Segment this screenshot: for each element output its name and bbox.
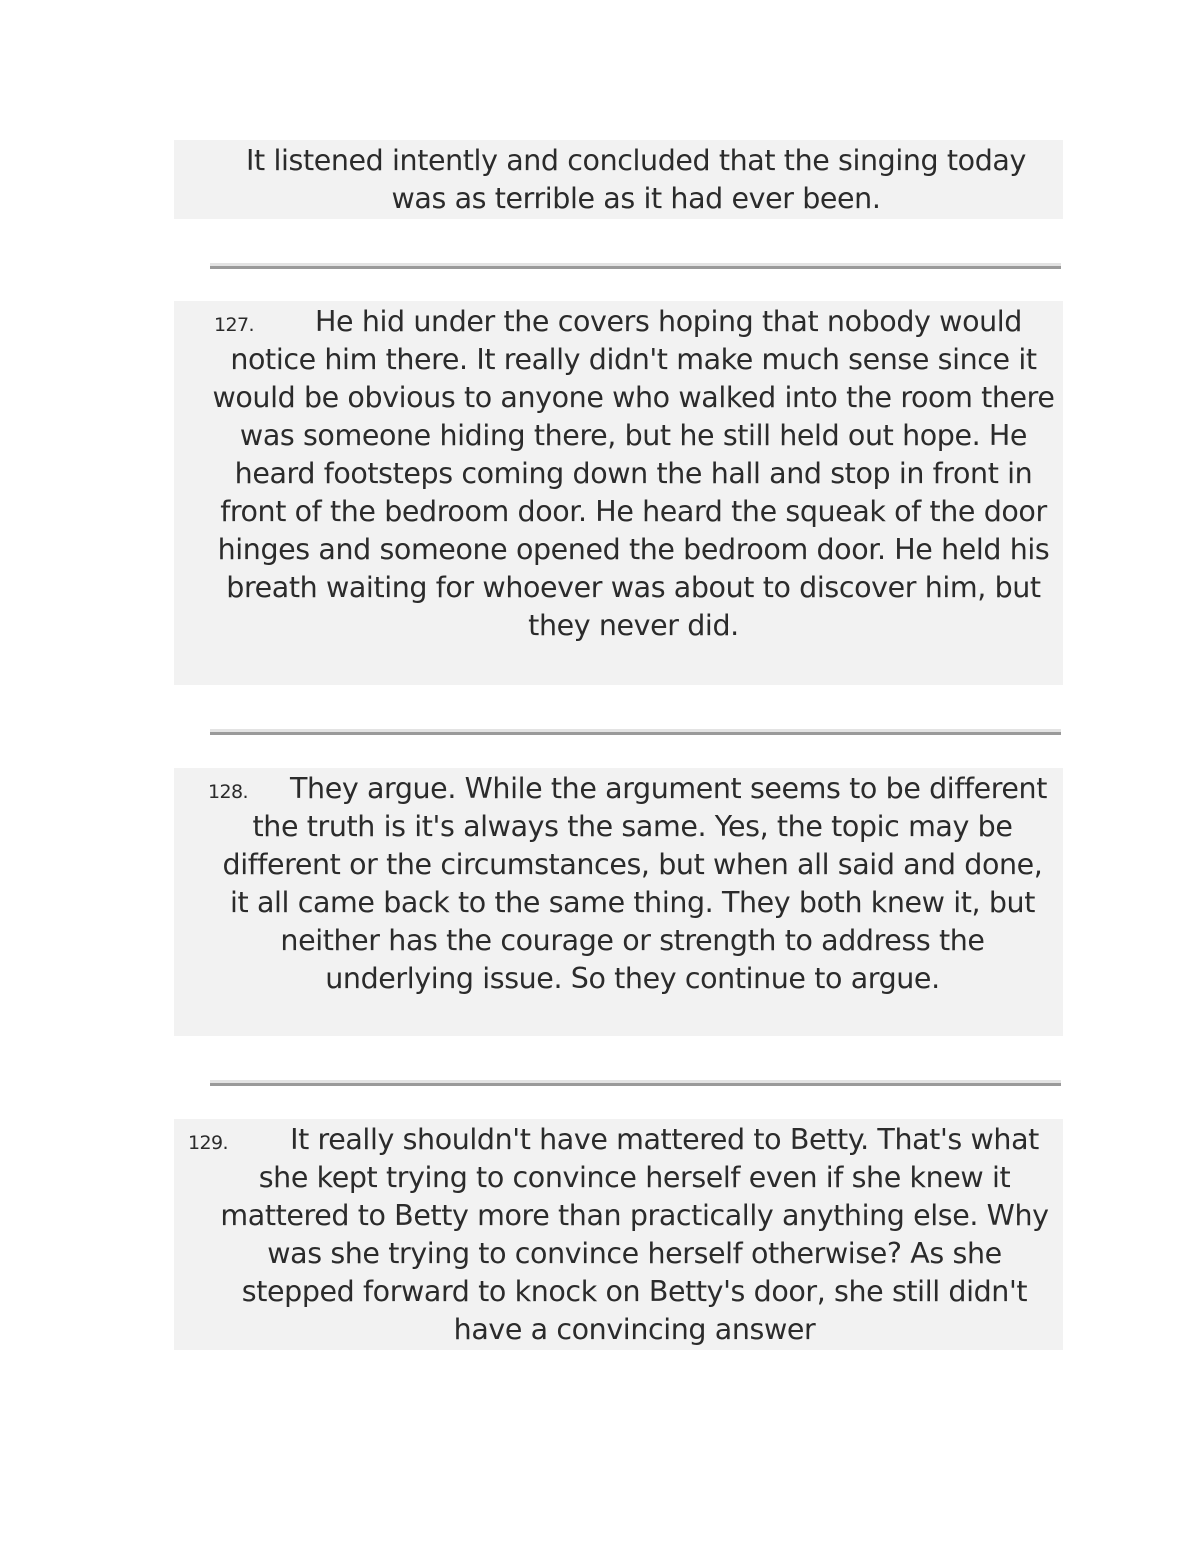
text-block-129 <box>174 1119 1063 1350</box>
divider <box>210 732 1061 735</box>
text-block-1 <box>174 140 1063 219</box>
paragraph-text: It listened intently and concluded that the singing today was as terrible as it had ever been. <box>246 144 1026 215</box>
item-number: 128. <box>208 781 248 803</box>
paragraph-text: It really shouldn't have mattered to Betty. That's what she kept trying to convince herself even if she knew it mattered to Betty more than practically anything else. Why was she trying to convince herself otherwise? As she stepped forward to knock on Betty's door, she still didn't have a convincing answer <box>220 1123 1049 1346</box>
item-number: 129. <box>188 1132 228 1154</box>
divider <box>210 266 1061 269</box>
divider <box>210 1083 1061 1086</box>
paragraph-text: They argue. While the argument seems to be different the truth is it's always the same. Yes, the topic may be different or the circumstances, but when all said and done, it all came back to the same thing. They both knew it, but neither has the courage or strength to address the underlying issue. So they continue to argue. <box>222 772 1047 995</box>
text-block-127 <box>174 301 1063 685</box>
item-number: 127. <box>214 314 254 336</box>
paragraph-text: He hid under the covers hoping that nobody would notice him there. It really didn't make much sense since it would be obvious to anyone who walked into the room there was someone hiding there, but he still held out hope. He heard footsteps coming down the hall and stop in front in front of the bedroom door. He heard the squeak of the door hinges and someone opened the bedroom door. He held his breath waiting for whoever was about to discover him, but they never did. <box>212 305 1055 642</box>
text-block-128 <box>174 768 1063 1036</box>
